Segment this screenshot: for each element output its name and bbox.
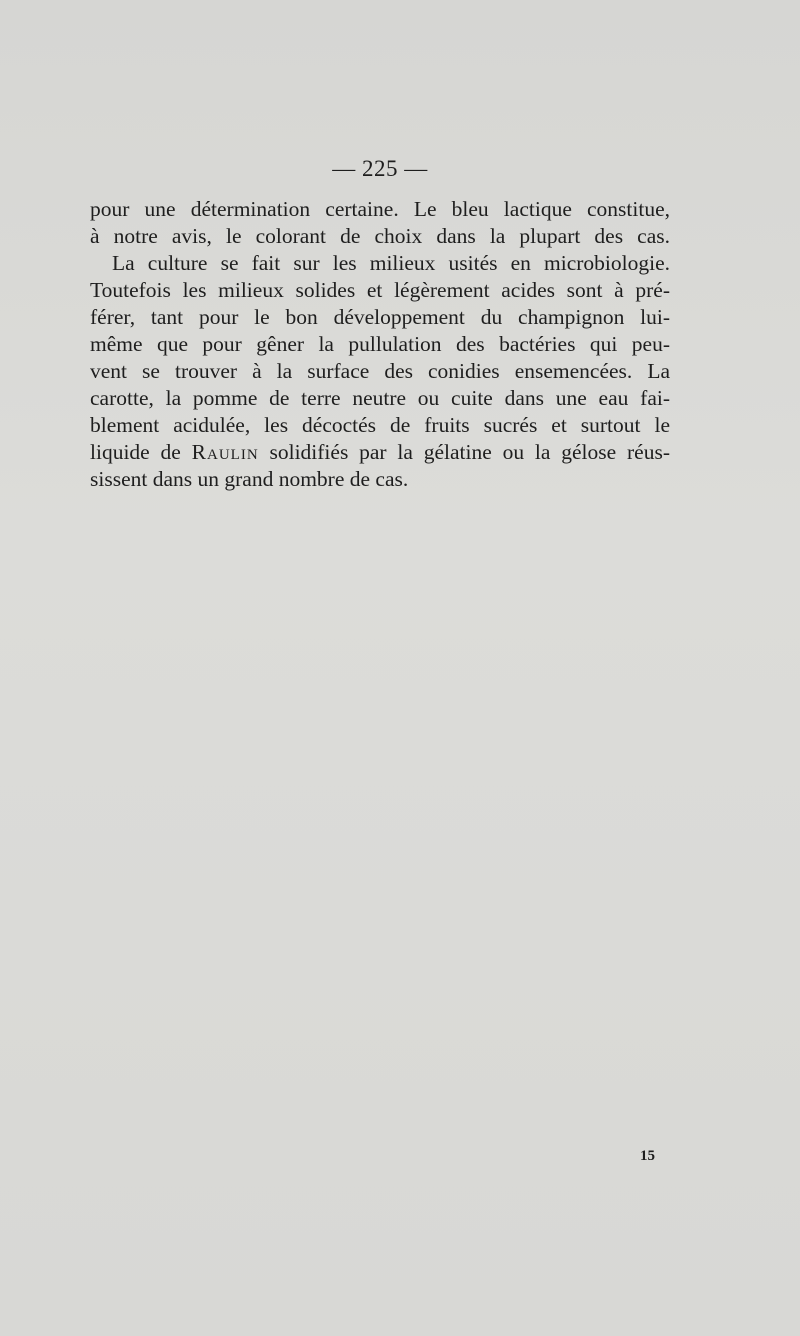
text-line: Toutefois les milieux solides et légèrement acides sont à pré- — [90, 278, 670, 302]
text-line: carotte, la pomme de terre neutre ou cuite dans une eau fai- — [90, 386, 670, 410]
text-fragment: liquide de — [90, 440, 192, 464]
text-line: même que pour gêner la pullulation des bactéries qui peu- — [90, 332, 670, 356]
text-line: pour une détermination certaine. Le bleu lactique constitue, — [90, 197, 670, 221]
text-line: La culture se fait sur les milieux usités en microbiologie. — [112, 251, 670, 275]
text-line: à notre avis, le colorant de choix dans la plupart des cas. — [90, 224, 670, 248]
text-line-with-name — [90, 439, 670, 466]
text-line: vent se trouver à la surface des conidies ensemencées. La — [90, 359, 670, 383]
body-text — [90, 196, 670, 493]
page-number: — 225 — — [332, 156, 428, 181]
text-fragment: solidifiés par la gélatine ou la gélose réus- — [258, 440, 670, 464]
text-line: blement acidulée, les décoctés de fruits sucrés et surtout le — [90, 413, 670, 437]
author-name: Raulin — [191, 440, 259, 464]
signature-mark: 15 — [640, 1148, 655, 1164]
text-line-last: sissent dans un grand nombre de cas. — [90, 467, 409, 491]
text-line: férer, tant pour le bon développement du champignon lui- — [90, 305, 670, 329]
